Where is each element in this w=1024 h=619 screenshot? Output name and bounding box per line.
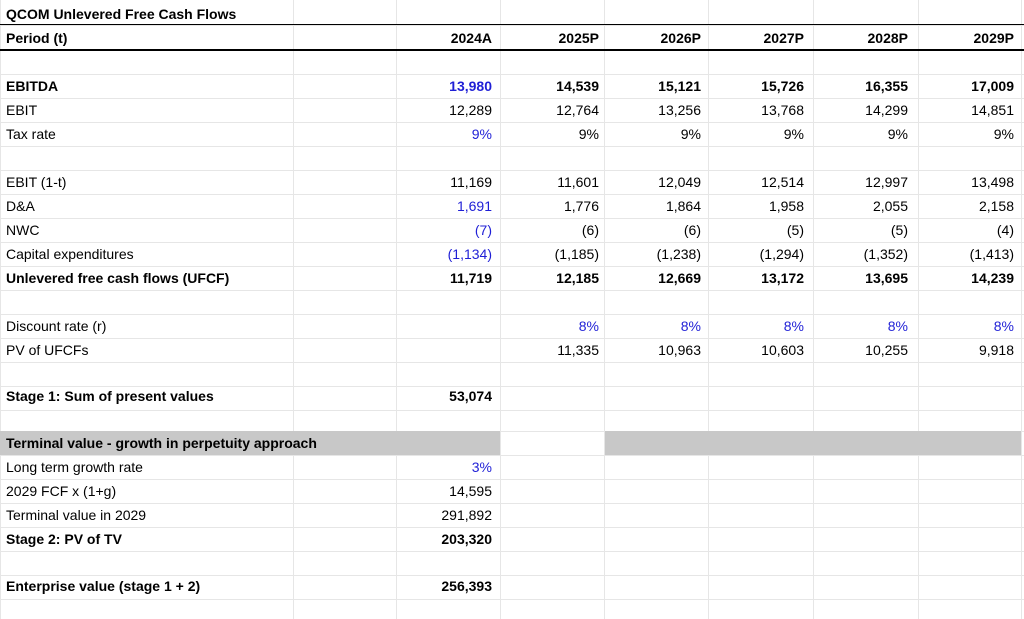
- ebit-2028p[interactable]: 14,299: [865, 102, 908, 118]
- capex-2025p[interactable]: (1,185): [554, 246, 599, 262]
- ebit-1t-2025p[interactable]: 11,601: [557, 174, 599, 190]
- ebitda-2026p[interactable]: 15,121: [658, 78, 701, 94]
- period-2029p[interactable]: 2029P: [973, 30, 1014, 46]
- nwc-2028p[interactable]: (5): [890, 222, 908, 238]
- nwc-2025p[interactable]: (6): [581, 222, 599, 238]
- row-pv-ufcf: [0, 338, 1024, 362]
- row-tv-header: [0, 431, 1024, 455]
- period-label[interactable]: Period (t): [6, 30, 68, 46]
- period-2026p[interactable]: 2026P: [660, 30, 701, 46]
- ufcf-2028p[interactable]: 13,695: [865, 270, 908, 286]
- da-2029p[interactable]: 2,158: [978, 198, 1014, 214]
- discount-2029p[interactable]: 8%: [993, 318, 1014, 334]
- ebitda-2027p[interactable]: 15,726: [761, 78, 804, 94]
- ev-value[interactable]: 256,393: [441, 578, 492, 594]
- header-underline: [0, 49, 1024, 51]
- pv-2026p[interactable]: 10,963: [658, 342, 701, 358]
- ufcf-2026p[interactable]: 12,669: [658, 270, 701, 286]
- capex-2027p[interactable]: (1,294): [759, 246, 804, 262]
- tax-rate-2026p[interactable]: 9%: [680, 126, 701, 142]
- tax-rate-label[interactable]: Tax rate: [6, 126, 56, 142]
- pv-2028p[interactable]: 10,255: [865, 342, 908, 358]
- row-nwc: [0, 218, 1024, 242]
- period-header-row: [0, 26, 1024, 50]
- row-ebit-1t: [0, 170, 1024, 194]
- ev-label[interactable]: Enterprise value (stage 1 + 2): [6, 578, 201, 594]
- ltg-label[interactable]: Long term growth rate: [6, 459, 143, 475]
- sheet-title[interactable]: QCOM Unlevered Free Cash Flows: [6, 6, 237, 22]
- ebitda-2025p[interactable]: 14,539: [556, 78, 599, 94]
- tv-header-label[interactable]: Terminal value - growth in perpetuity approach: [6, 435, 317, 451]
- row-tax-rate: [0, 122, 1024, 146]
- row-discount-rate: [0, 314, 1024, 338]
- gridline-h: [0, 146, 1024, 147]
- ufcf-2025p[interactable]: 12,185: [556, 270, 599, 286]
- capex-2028p[interactable]: (1,352): [863, 246, 908, 262]
- stage2-value[interactable]: 203,320: [441, 531, 492, 547]
- tv2029-value[interactable]: 291,892: [441, 507, 492, 523]
- ebitda-2029p[interactable]: 17,009: [971, 78, 1014, 94]
- tax-rate-2024a[interactable]: 9%: [471, 126, 492, 142]
- pv-2027p[interactable]: 10,603: [761, 342, 804, 358]
- row-da: [0, 194, 1024, 218]
- ebit-1t-2029p[interactable]: 13,498: [971, 174, 1014, 190]
- tax-rate-2029p[interactable]: 9%: [993, 126, 1014, 142]
- row-ufcf: [0, 266, 1024, 290]
- row-ebit: [0, 98, 1024, 122]
- ebit-1t-label[interactable]: EBIT (1-t): [6, 174, 67, 190]
- ufcf-2024a[interactable]: 11,719: [449, 270, 492, 286]
- gridline-h: [0, 410, 1024, 411]
- ebit-1t-2027p[interactable]: 12,514: [761, 174, 804, 190]
- ufcf-label[interactable]: Unlevered free cash flows (UFCF): [6, 270, 230, 286]
- row-ebitda: [0, 74, 1024, 98]
- row-fcf2029: [0, 479, 1024, 503]
- discount-rate-label[interactable]: Discount rate (r): [6, 318, 107, 334]
- nwc-2024a[interactable]: (7): [474, 222, 492, 238]
- row-ltg: [0, 455, 1024, 479]
- ebitda-2024a[interactable]: 13,980: [449, 78, 492, 94]
- period-2028p[interactable]: 2028P: [867, 30, 908, 46]
- ebitda-label[interactable]: EBITDA: [6, 78, 59, 94]
- row-stage2: [0, 527, 1024, 551]
- stage2-label[interactable]: Stage 2: PV of TV: [6, 531, 122, 547]
- ltg-value[interactable]: 3%: [471, 459, 492, 475]
- ebit-1t-2028p[interactable]: 12,997: [865, 174, 908, 190]
- da-2024a[interactable]: 1,691: [456, 198, 492, 214]
- stage1-value[interactable]: 53,074: [449, 388, 492, 404]
- row-capex: [0, 242, 1024, 266]
- ufcf-2027p[interactable]: 13,172: [761, 270, 804, 286]
- da-2025p[interactable]: 1,776: [563, 198, 599, 214]
- ufcf-2029p[interactable]: 14,239: [971, 270, 1014, 286]
- ebit-2024a[interactable]: 12,289: [449, 102, 492, 118]
- capex-2026p[interactable]: (1,238): [656, 246, 701, 262]
- capex-2029p[interactable]: (1,413): [969, 246, 1014, 262]
- discount-2028p[interactable]: 8%: [887, 318, 908, 334]
- period-2024a[interactable]: 2024A: [450, 30, 492, 46]
- pv-2029p[interactable]: 9,918: [978, 342, 1014, 358]
- ebit-2027p[interactable]: 13,768: [761, 102, 804, 118]
- gridline-h: [0, 362, 1024, 363]
- da-2028p[interactable]: 2,055: [872, 198, 908, 214]
- tv2029-label[interactable]: Terminal value in 2029: [6, 507, 147, 523]
- nwc-label[interactable]: NWC: [6, 222, 40, 238]
- fcf2029-value[interactable]: 14,595: [449, 483, 492, 499]
- ebit-1t-2026p[interactable]: 12,049: [658, 174, 701, 190]
- discount-2026p[interactable]: 8%: [680, 318, 701, 334]
- period-2025p[interactable]: 2025P: [558, 30, 599, 46]
- discount-2027p[interactable]: 8%: [783, 318, 804, 334]
- nwc-2026p[interactable]: (6): [683, 222, 701, 238]
- nwc-2027p[interactable]: (5): [786, 222, 804, 238]
- gridline-h: [0, 551, 1024, 552]
- ebit-2025p[interactable]: 12,764: [556, 102, 599, 118]
- row-tv2029: [0, 503, 1024, 527]
- ebit-2029p[interactable]: 14,851: [971, 102, 1014, 118]
- da-2027p[interactable]: 1,958: [768, 198, 804, 214]
- row-enterprise-value: [0, 574, 1024, 598]
- pv-ufcf-label[interactable]: PV of UFCFs: [6, 342, 89, 358]
- period-2027p[interactable]: 2027P: [763, 30, 804, 46]
- discount-2025p[interactable]: 8%: [578, 318, 599, 334]
- tax-rate-2028p[interactable]: 9%: [887, 126, 908, 142]
- capex-2024a[interactable]: (1,134): [447, 246, 492, 262]
- capex-label[interactable]: Capital expenditures: [6, 246, 134, 262]
- pv-2025p[interactable]: 11,335: [557, 342, 599, 358]
- fcf2029-label[interactable]: 2029 FCF x (1+g): [6, 483, 117, 499]
- da-2026p[interactable]: 1,864: [665, 198, 701, 214]
- row-stage1: [0, 384, 1024, 408]
- nwc-2029p[interactable]: (4): [996, 222, 1014, 238]
- title-underline: [0, 24, 1024, 25]
- gridline-h: [0, 599, 1024, 600]
- ebit-label[interactable]: EBIT: [6, 102, 38, 118]
- ebitda-2028p[interactable]: 16,355: [865, 78, 908, 94]
- ebit-2026p[interactable]: 13,256: [658, 102, 701, 118]
- gridline-h: [0, 290, 1024, 291]
- title-row: [0, 2, 1024, 26]
- ebit-1t-2024a[interactable]: 11,169: [450, 174, 492, 190]
- da-label[interactable]: D&A: [6, 198, 35, 214]
- stage1-label[interactable]: Stage 1: Sum of present values: [6, 388, 214, 404]
- tax-rate-2025p[interactable]: 9%: [578, 126, 599, 142]
- tax-rate-2027p[interactable]: 9%: [783, 126, 804, 142]
